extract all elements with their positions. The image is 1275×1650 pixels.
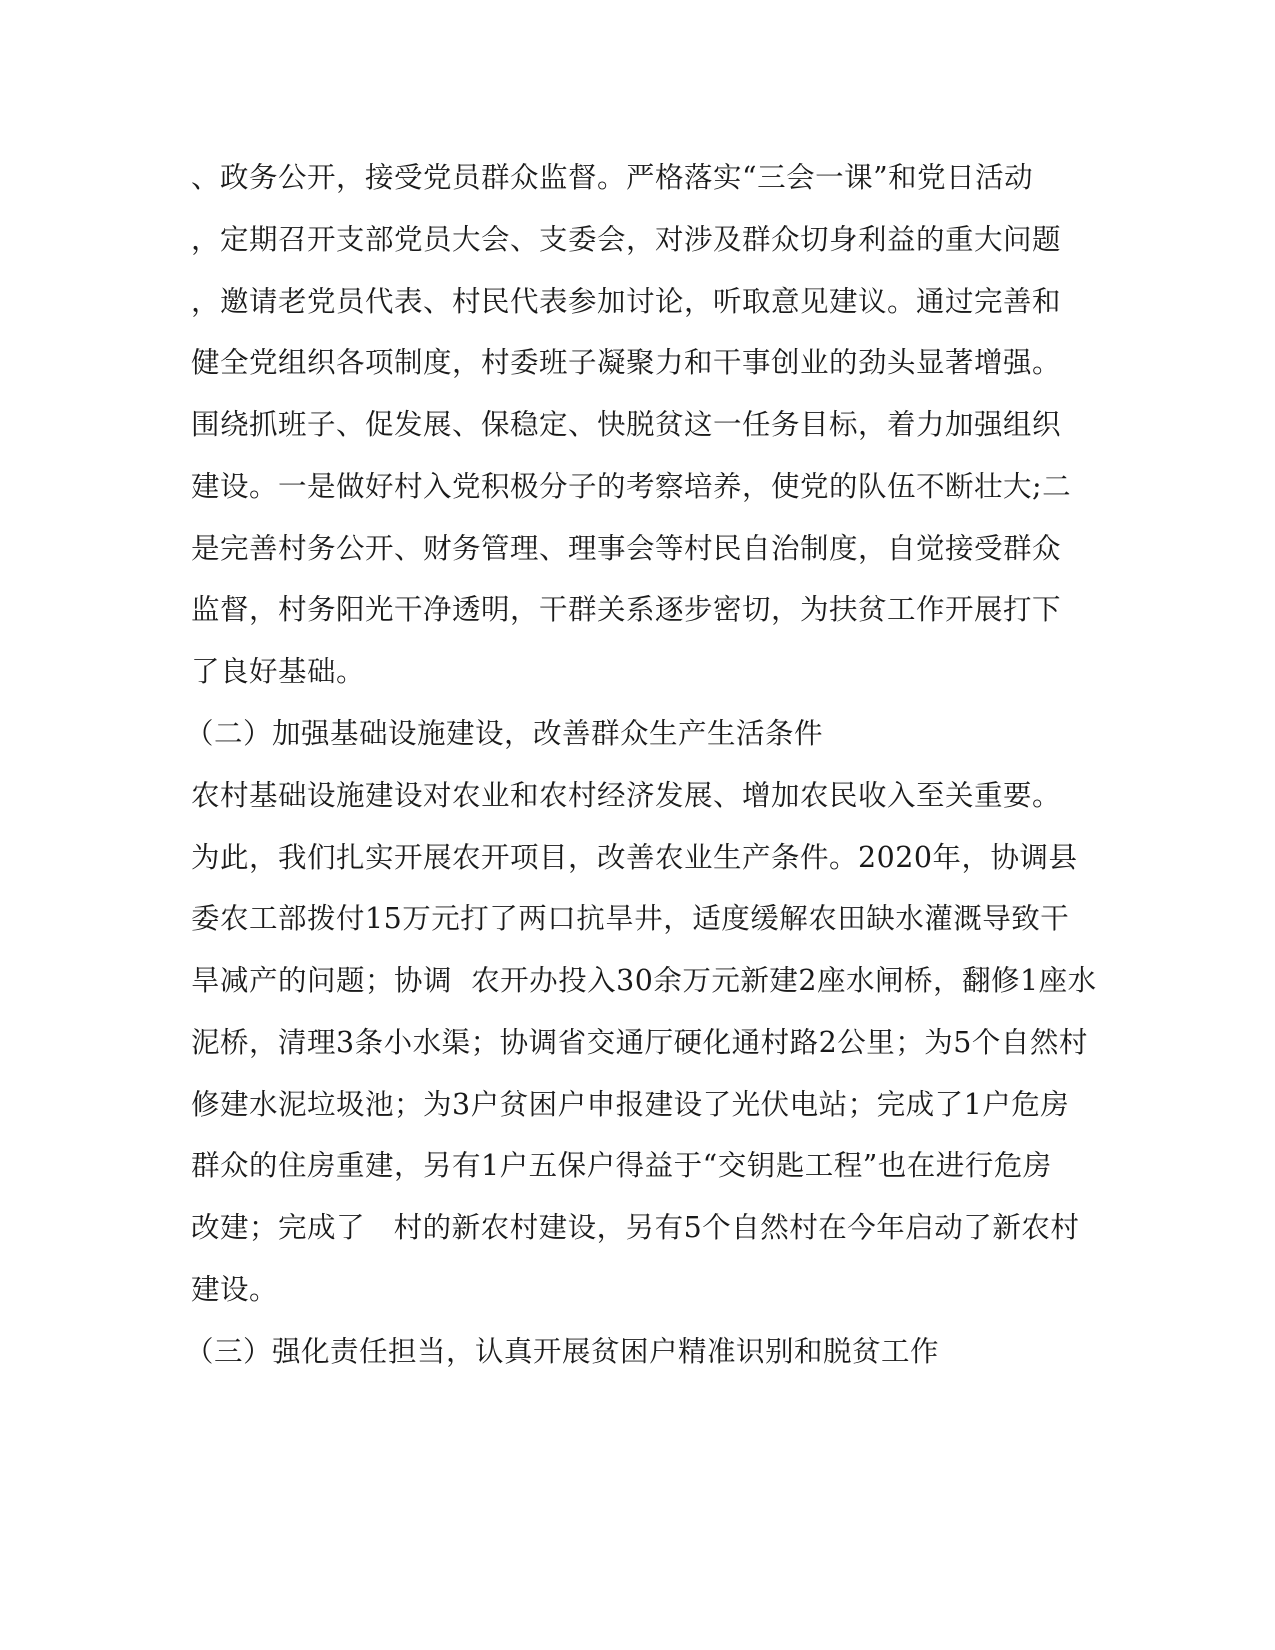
paragraph-line: 修建水泥垃圾池；为3户贫困户申报建设了光伏电站；完成了1户危房 xyxy=(191,1088,1070,1121)
paragraph-line: ，邀请老党员代表、村民代表参加讨论，听取意见建议。通过完善和 xyxy=(191,285,1062,318)
paragraph-line: 是完善村务公开、财务管理、理事会等村民自治制度，自觉接受群众 xyxy=(191,532,1062,565)
paragraph-line: 建设。一是做好村入党积极分子的考察培养，使党的队伍不断壮大;二 xyxy=(191,470,1072,503)
section-heading-3: （三）强化责任担当，认真开展贫困户精准识别和脱贫工作 xyxy=(185,1335,940,1368)
paragraph-line: 改建；完成了 村的新农村建设，另有5个自然村在今年启动了新农村 xyxy=(191,1211,1080,1244)
paragraph-line: ，定期召开支部党员大会、支委会，对涉及群众切身利益的重大问题 xyxy=(191,223,1062,256)
paragraph-line: 旱减产的问题；协调 农开办投入30余万元新建2座水闸桥，翻修1座水 xyxy=(191,964,1097,997)
paragraph-line: 群众的住房重建，另有1户五保户得益于“交钥匙工程”也在进行危房 xyxy=(191,1149,1052,1182)
paragraph-line: 、政务公开，接受党员群众监督。严格落实“三会一课”和党日活动 xyxy=(191,161,1034,194)
paragraph-line: 监督，村务阳光干净透明，干群关系逐步密切，为扶贫工作开展打下 xyxy=(191,593,1062,626)
paragraph-line: 泥桥，清理3条小水渠；协调省交通厅硬化通村路2公里；为5个自然村 xyxy=(191,1026,1088,1059)
paragraph-line: 委农工部拨付15万元打了两口抗旱井，适度缓解农田缺水灌溉导致干 xyxy=(191,902,1070,935)
paragraph-line: 健全党组织各项制度，村委班子凝聚力和干事创业的劲头显著增强。 xyxy=(191,346,1062,379)
paragraph-line: 为此，我们扎实开展农开项目，改善农业生产条件。2020年，协调县 xyxy=(191,841,1078,874)
paragraph-line: 建设。 xyxy=(191,1273,279,1306)
paragraph-line: 围绕抓班子、促发展、保稳定、快脱贫这一任务目标，着力加强组织 xyxy=(191,408,1062,441)
paragraph-line: 了良好基础。 xyxy=(191,655,366,688)
section-heading-2: （二）加强基础设施建设，改善群众生产生活条件 xyxy=(185,717,824,750)
paragraph-line: 农村基础设施建设对农业和农村经济发展、增加农民收入至关重要。 xyxy=(191,779,1062,812)
